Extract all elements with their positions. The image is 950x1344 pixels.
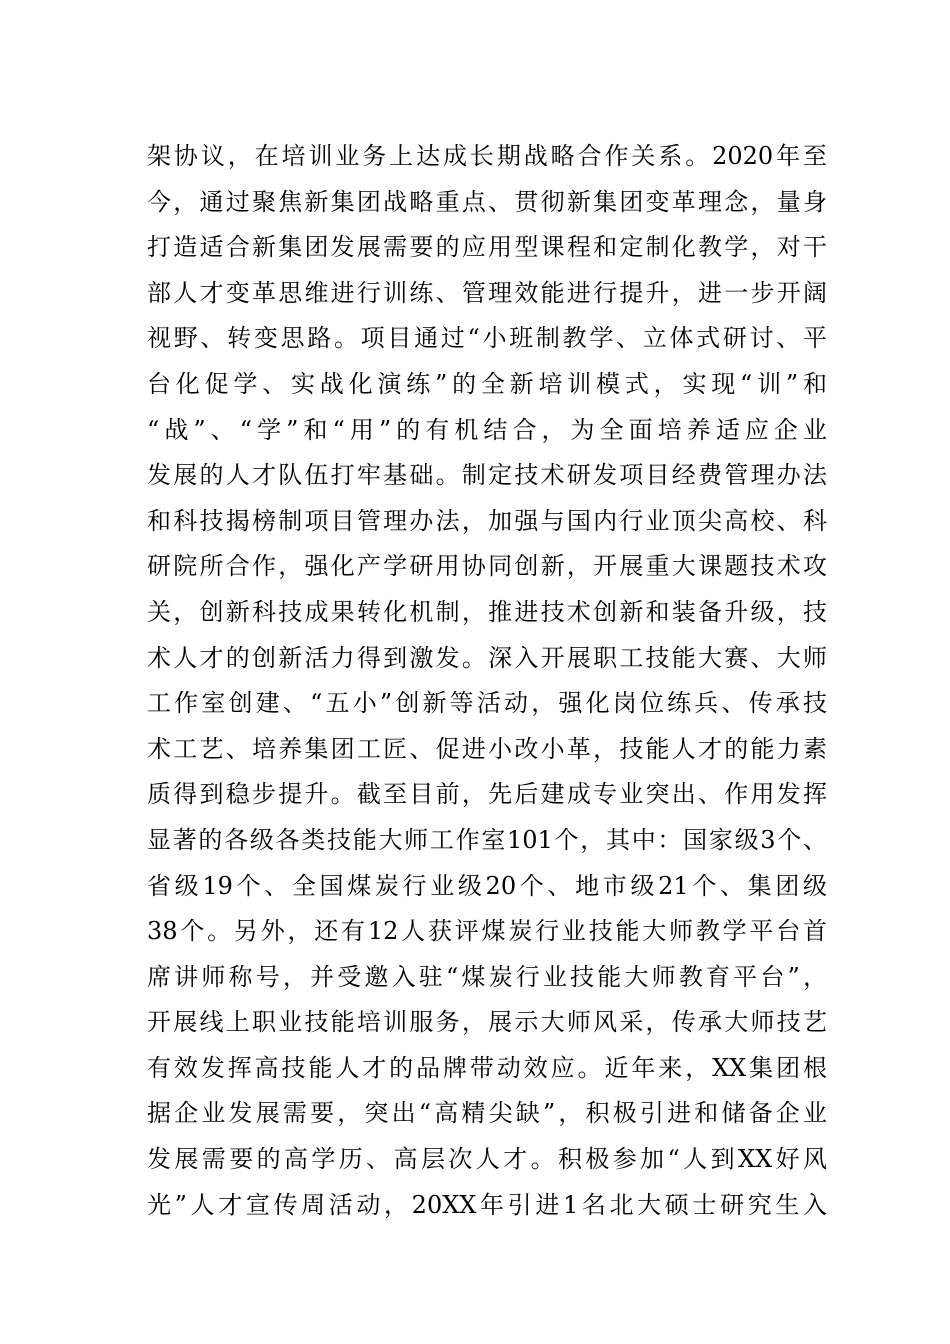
text-line: 质得到稳步提升。截至目前，先后建成专业突出、作用发挥 [147, 780, 827, 809]
text-line: 今，通过聚焦新集团战略重点、贯彻新集团变革理念，量身 [147, 187, 827, 216]
text-line: 省级19个、全国煤炭行业级20个、地市级21个、集团级 [147, 871, 827, 900]
body-text [147, 134, 827, 1228]
text-line: 架协议，在培训业务上达成长期战略合作关系。2020年至 [147, 142, 827, 170]
text-line: 和科技揭榜制项目管理办法，加强与国内行业顶尖高校、科 [147, 506, 827, 535]
text-line: 席讲师称号，并受邀入驻“煤炭行业技能大师教育平台”， [147, 962, 827, 991]
text-line: 关，创新科技成果转化机制，推进技术创新和装备升级，技 [147, 597, 827, 626]
text-line: 视野、转变思路。项目通过“小班制教学、立体式研讨、平 [147, 324, 827, 353]
text-line: 据企业发展需要，突出“高精尖缺”，积极引进和储备企业 [147, 1099, 827, 1128]
text-line: 光”人才宣传周活动，20XX年引进1名北大硕士研究生入 [147, 1190, 827, 1219]
text-line: 有效发挥高技能人才的品牌带动效应。近年来，XX集团根 [147, 1053, 827, 1082]
text-line: 术工艺、培养集团工匠、促进小改小革，技能人才的能力素 [147, 734, 827, 763]
text-line: 部人才变革思维进行训练、管理效能进行提升，进一步开阔 [147, 278, 827, 307]
text-line: 发展需要的高学历、高层次人才。积极参加“人到XX好风 [147, 1145, 827, 1174]
text-line: “战”、“学”和“用”的有机结合，为全面培养适应企业 [147, 415, 827, 444]
text-line: 工作室创建、“五小”创新等活动，强化岗位练兵、传承技 [147, 689, 827, 718]
text-line: 显著的各级各类技能大师工作室101个，其中：国家级3个、 [147, 825, 827, 854]
text-line: 研院所合作，强化产学研用协同创新，开展重大课题技术攻 [147, 552, 827, 581]
text-line: 开展线上职业技能培训服务，展示大师风采，传承大师技艺 [147, 1008, 827, 1037]
text-line: 打造适合新集团发展需要的应用型课程和定制化教学，对干 [147, 233, 827, 262]
text-line: 38个。另外，还有12人获评煤炭行业技能大师教学平台首 [147, 917, 827, 946]
text-line: 台化促学、实战化演练”的全新培训模式，实现“训”和 [147, 369, 827, 398]
text-line: 术人才的创新活力得到激发。深入开展职工技能大赛、大师 [147, 643, 827, 672]
text-line: 发展的人才队伍打牢基础。制定技术研发项目经费管理办法 [147, 461, 827, 490]
